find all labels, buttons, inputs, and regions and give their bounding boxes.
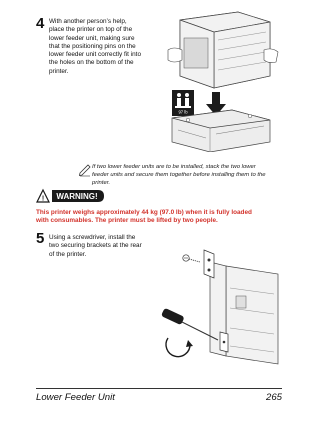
screwdriver-icon <box>161 308 218 340</box>
warning-text <box>36 209 282 226</box>
step-4-line: place the printer on top of the <box>49 26 133 34</box>
step-4-text <box>49 18 153 76</box>
note-line: printer. <box>92 180 111 186</box>
step-5-line: two securing brackets at the rear <box>49 242 142 250</box>
step-4-number: 4 <box>36 15 45 32</box>
printer-on-feeder-illustration <box>158 6 282 152</box>
two-person-lift-badge <box>172 90 194 116</box>
lower-bracket <box>220 332 228 352</box>
svg-text:!: ! <box>41 195 45 203</box>
step-5-line: Using a screwdriver, install the <box>49 234 136 241</box>
bracket-install-illustration <box>160 248 284 376</box>
step-4-line: the holes on the bottom of the <box>49 59 134 67</box>
securing-bracket <box>204 250 214 278</box>
warning-heading-box <box>36 188 106 204</box>
lower-feeder-unit <box>172 110 270 152</box>
step-4-line: With another person’s help, <box>49 18 127 25</box>
warning-heading: WARNING! <box>56 192 98 201</box>
note-pencil-icon <box>78 163 92 177</box>
step-4-line: that the positioning pins on the <box>49 42 136 50</box>
weight-badge-text: 97 lb <box>178 109 188 115</box>
step-5-number: 5 <box>36 230 45 247</box>
warning-line: with consumables. The printer must be lifted by two people. <box>36 217 218 225</box>
page-number: 265 <box>265 392 282 403</box>
step-5-line: of the printer. <box>49 250 87 258</box>
printer-front-panel <box>184 38 208 68</box>
step-4-line: printer. <box>49 67 69 75</box>
footer-divider <box>36 388 282 389</box>
note-line: feeder units and secure them together before installing them to the <box>92 172 266 178</box>
step-4-line: lower feeder unit, making sure <box>49 34 135 42</box>
footer-section-title: Lower Feeder Unit <box>36 392 115 403</box>
warning-line: This printer weighs approximately 44 kg (97.0 lb) when it is fully loaded <box>36 209 252 216</box>
step-5-text <box>49 234 161 259</box>
rotation-arrow-icon <box>166 338 190 357</box>
step-4-line: lower feeder unit correctly fit into <box>49 51 141 59</box>
screw-icon <box>183 255 200 262</box>
note-text <box>92 163 286 187</box>
note-line: If two lower feeder units are to be installed, stack the two lower <box>92 164 256 170</box>
